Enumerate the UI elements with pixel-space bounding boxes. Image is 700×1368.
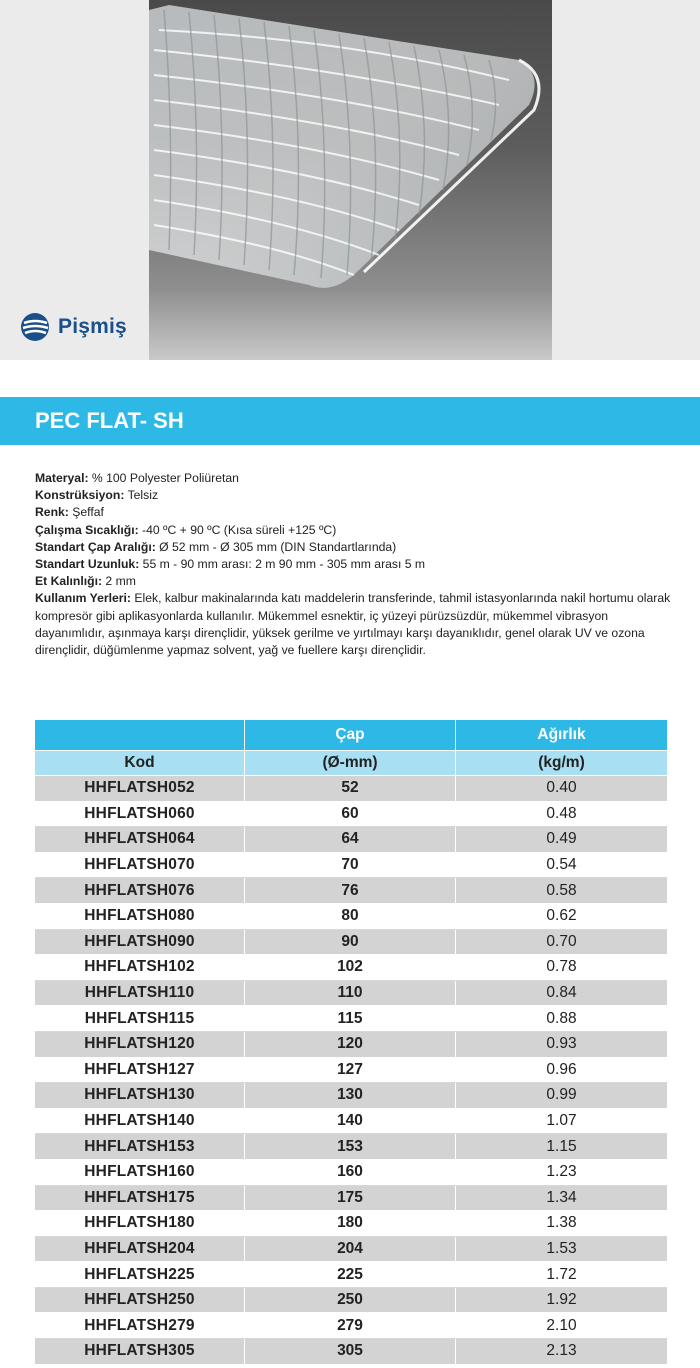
cell-diameter: 225 <box>245 1262 456 1287</box>
spec-construction <box>35 487 675 504</box>
table-row <box>35 1211 667 1237</box>
cell-weight: 0.88 <box>546 1009 577 1027</box>
cell-weight: 0.62 <box>546 907 577 925</box>
table-row <box>35 1313 667 1339</box>
cell-diameter: 250 <box>245 1288 456 1313</box>
cell-diameter: 80 <box>245 904 456 929</box>
spec-value: 55 m - 90 mm arası: 2 m 90 mm - 305 mm arası 5 m <box>142 557 426 572</box>
table-row <box>35 1262 667 1288</box>
cell-weight: 0.49 <box>546 830 577 848</box>
cell-code: HHFLATSH180 <box>35 1211 245 1236</box>
cell-code: HHFLATSH175 <box>35 1186 245 1211</box>
spec-list <box>35 470 675 659</box>
cell-code: HHFLATSH110 <box>35 981 245 1006</box>
cell-code: HHFLATSH153 <box>35 1134 245 1159</box>
cell-weight: 0.54 <box>546 856 577 874</box>
spec-length <box>35 556 675 573</box>
cell-weight: 0.84 <box>546 984 577 1002</box>
spec-diameter-range <box>35 539 675 556</box>
cell-diameter: 127 <box>245 1058 456 1083</box>
cell-diameter: 110 <box>245 981 456 1006</box>
pismis-logo-icon <box>20 312 50 342</box>
cell-diameter: 64 <box>245 827 456 852</box>
cell-weight: 2.10 <box>546 1316 577 1334</box>
table-row <box>35 1237 667 1263</box>
cell-weight: 0.99 <box>546 1086 577 1104</box>
cell-diameter: 279 <box>245 1313 456 1338</box>
spec-value: Elek, kalbur makinalarında katı maddelerin transferinde, tahmil istasyonlarında nakil hortumu olarak kompresör gibi aplikasyonlarda kullanılır. Mükemmel esnektir, iç yüzeyi pürüzsüzdür, mükemmel vibrasyon dayanımlıdır, aşınmaya karşı dirençlidir, yüksek gerilme ve yırtılmayı karşı dayanıklıdır, genel olarak UV ve ozona dirençlidir, düğümlenme yapmaz solvent, yağ ve fuellere karşı dirençlidir. <box>35 591 671 658</box>
header-cell-weight: Ağırlık <box>537 726 586 743</box>
cell-weight: 0.93 <box>546 1035 577 1053</box>
cell-weight: 1.34 <box>546 1188 577 1206</box>
cell-weight: 0.58 <box>546 881 577 899</box>
cell-code: HHFLATSH225 <box>35 1262 245 1287</box>
cell-weight: 1.53 <box>546 1239 577 1257</box>
cell-code: HHFLATSH250 <box>35 1288 245 1313</box>
spec-label: Konstrüksiyon: <box>35 488 125 503</box>
spec-value: Şeffaf <box>72 505 104 520</box>
hero-banner <box>0 0 700 360</box>
table-row <box>35 1109 667 1135</box>
cell-code: HHFLATSH140 <box>35 1109 245 1134</box>
cell-weight: 0.40 <box>546 779 577 797</box>
cell-code: HHFLATSH060 <box>35 802 245 827</box>
header-cell-diameter: Çap <box>245 720 456 750</box>
spec-temperature <box>35 522 675 539</box>
table-row <box>35 1058 667 1084</box>
cell-diameter: 90 <box>245 930 456 955</box>
spec-label: Kullanım Yerleri: <box>35 591 131 606</box>
cell-diameter: 52 <box>245 776 456 801</box>
cell-diameter: 175 <box>245 1186 456 1211</box>
brand-logo <box>20 309 127 345</box>
cell-code: HHFLATSH076 <box>35 878 245 903</box>
spec-color <box>35 504 675 521</box>
cell-diameter: 160 <box>245 1160 456 1185</box>
cell-weight: 1.15 <box>546 1137 577 1155</box>
cell-code: HHFLATSH102 <box>35 955 245 980</box>
cell-code: HHFLATSH052 <box>35 776 245 801</box>
spec-label: Standart Çap Aralığı: <box>35 539 156 554</box>
cell-diameter: 70 <box>245 853 456 878</box>
cell-weight: 1.38 <box>546 1214 577 1232</box>
cell-code: HHFLATSH064 <box>35 827 245 852</box>
cell-code: HHFLATSH120 <box>35 1032 245 1057</box>
spec-usage <box>35 590 675 659</box>
table-row <box>35 1160 667 1186</box>
product-title-bar <box>0 397 700 445</box>
cell-diameter: 305 <box>245 1339 456 1364</box>
flat-hose-photo <box>149 0 552 360</box>
table-row <box>35 1339 667 1365</box>
cell-code: HHFLATSH090 <box>35 930 245 955</box>
cell-diameter: 180 <box>245 1211 456 1236</box>
product-table <box>35 720 667 1365</box>
spec-label: Renk: <box>35 505 69 520</box>
product-title: PEC FLAT- SH <box>35 408 184 433</box>
cell-weight: 1.23 <box>546 1163 577 1181</box>
cell-code: HHFLATSH127 <box>35 1058 245 1083</box>
spec-value: -40 ºC + 90 ºC (Kısa süreli +125 ºC) <box>142 522 337 537</box>
cell-weight: 1.72 <box>546 1265 577 1283</box>
table-row <box>35 981 667 1007</box>
cell-diameter: 120 <box>245 1032 456 1057</box>
spec-label: Et Kalınlığı: <box>35 574 103 589</box>
cell-code: HHFLATSH115 <box>35 1006 245 1031</box>
cell-diameter: 153 <box>245 1134 456 1159</box>
cell-code: HHFLATSH204 <box>35 1237 245 1262</box>
cell-weight: 0.78 <box>546 958 577 976</box>
cell-code: HHFLATSH070 <box>35 853 245 878</box>
brand-name: Pişmiş <box>58 315 127 338</box>
header-cell <box>35 720 245 750</box>
cell-diameter: 130 <box>245 1083 456 1108</box>
spec-value: Telsiz <box>127 488 159 503</box>
cell-weight: 2.13 <box>546 1342 577 1360</box>
cell-weight: 0.96 <box>546 1060 577 1078</box>
cell-code: HHFLATSH160 <box>35 1160 245 1185</box>
cell-code: HHFLATSH305 <box>35 1339 245 1364</box>
table-row <box>35 904 667 930</box>
spec-label: Çalışma Sıcaklığı: <box>35 522 139 537</box>
table-row <box>35 853 667 879</box>
table-row <box>35 955 667 981</box>
header-cell-diameter-unit: (Ø-mm) <box>245 751 456 775</box>
spec-wall-thickness <box>35 573 675 590</box>
header-cell-code: Kod <box>35 751 245 775</box>
cell-weight: 1.07 <box>546 1112 577 1130</box>
table-row <box>35 1032 667 1058</box>
table-body <box>35 776 667 1365</box>
cell-diameter: 76 <box>245 878 456 903</box>
table-row <box>35 1288 667 1314</box>
table-row <box>35 1083 667 1109</box>
cell-weight: 0.48 <box>546 804 577 822</box>
cell-code: HHFLATSH279 <box>35 1313 245 1338</box>
cell-diameter: 204 <box>245 1237 456 1262</box>
spec-label: Materyal: <box>35 471 89 485</box>
table-row <box>35 1134 667 1160</box>
table-row <box>35 1006 667 1032</box>
hero-side-panel <box>552 0 700 360</box>
table-row <box>35 930 667 956</box>
cell-diameter: 140 <box>245 1109 456 1134</box>
cell-code: HHFLATSH130 <box>35 1083 245 1108</box>
spec-value: 2 mm <box>105 574 136 589</box>
cell-code: HHFLATSH080 <box>35 904 245 929</box>
table-row <box>35 878 667 904</box>
spec-value: % 100 Polyester Poliüretan <box>91 471 239 485</box>
cell-diameter: 102 <box>245 955 456 980</box>
table-header-bottom <box>35 751 667 776</box>
spec-label: Standart Uzunluk: <box>35 557 140 572</box>
spec-material <box>35 470 675 487</box>
table-header-top <box>35 720 667 751</box>
header-cell-weight-unit: (kg/m) <box>538 754 585 771</box>
cell-diameter: 115 <box>245 1006 456 1031</box>
table-row <box>35 827 667 853</box>
table-row <box>35 802 667 828</box>
table-row <box>35 776 667 802</box>
table-row <box>35 1186 667 1212</box>
cell-diameter: 60 <box>245 802 456 827</box>
cell-weight: 0.70 <box>546 932 577 950</box>
spec-value: Ø 52 mm - Ø 305 mm (DIN Standartlarında) <box>159 539 397 554</box>
cell-weight: 1.92 <box>546 1291 577 1309</box>
